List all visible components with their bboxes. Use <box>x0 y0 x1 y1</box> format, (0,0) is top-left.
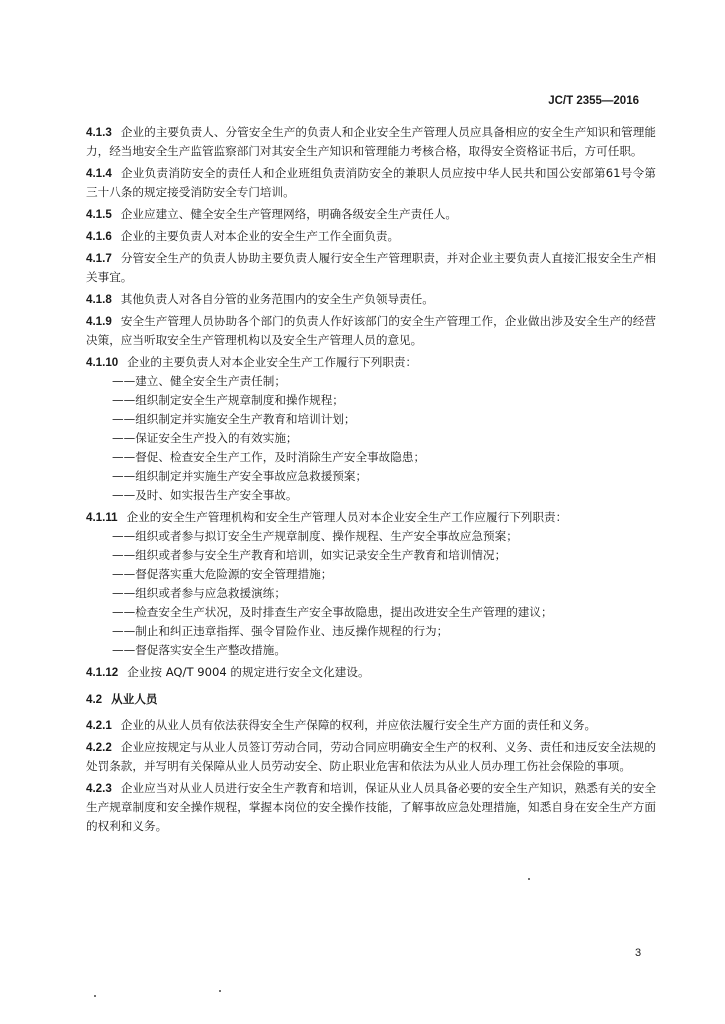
list-item: ——组织制定并实施生产安全事故应急救援预案； <box>112 469 368 483</box>
list-item: ——组织制定并实施安全生产教育和培训计划； <box>112 412 356 426</box>
clause-text: 企业的主要负责人、分管安全生产的负责人和企业安全生产管理人员应具备相应的安全生产知识和管理能力，经当地安全生产监管监察部门对其安全生产知识和管理能力考核合格，取得安全资格证书后，方可任职。 <box>86 125 656 158</box>
clause-text: 分管安全生产的负责人协助主要负责人履行安全生产管理职责，并对企业主要负责人直接汇报安全生产相关事宜。 <box>86 251 656 284</box>
clause-text: 企业的从业人员有依法获得安全生产保障的权利，并应依法履行安全生产方面的责任和义务。 <box>120 718 597 732</box>
clause-text: 其他负责人对各自分管的业务范围内的安全生产负领导责任。 <box>120 292 434 306</box>
clause-text: 企业的安全生产管理机构和安全生产管理人员对本企业安全生产工作应履行下列职责： <box>126 510 568 524</box>
clause-number: 4.1.9 <box>86 315 112 328</box>
scan-speck <box>528 878 530 880</box>
list-item: ——检查安全生产状况，及时排查生产安全事故隐患，提出改进安全生产管理的建议； <box>112 605 553 619</box>
section-number: 4.2 <box>86 693 103 706</box>
list-item: ——及时、如实报告生产安全事故。 <box>112 488 298 502</box>
clause-4-2-3 <box>86 779 656 836</box>
list-item: ——组织制定安全生产规章制度和操作规程； <box>112 393 344 407</box>
clause-4-2-1 <box>86 716 656 735</box>
clause-4-1-9 <box>86 312 656 350</box>
document-body <box>86 123 656 836</box>
scan-speck <box>94 995 96 997</box>
list-item: ——制止和纠正违章指挥、强令冒险作业、违反操作规程的行为； <box>112 624 449 638</box>
list-item: ——督促落实重大危险源的安全管理措施； <box>112 567 333 581</box>
clause-number: 4.1.3 <box>86 126 112 139</box>
clause-4-1-5 <box>86 205 656 224</box>
clause-number: 4.1.12 <box>86 666 119 679</box>
clause-4-1-7 <box>86 249 656 287</box>
clause-number: 4.1.6 <box>86 230 112 243</box>
clause-text: 企业的主要负责人对本企业安全生产工作履行下列职责： <box>127 355 418 369</box>
clause-number: 4.1.11 <box>86 511 118 524</box>
clause-number: 4.1.7 <box>86 252 112 265</box>
clause-text: 企业的主要负责人对本企业的安全生产工作全面负责。 <box>120 229 400 243</box>
clause-text: 企业应按规定与从业人员签订劳动合同，劳动合同应明确安全生产的权利、义务、责任和违反安全法规的处罚条款，并写明有关保障从业人员劳动安全、防止职业危害和依法为从业人员办理工伤社会保险的事项。 <box>86 740 656 773</box>
clause-number: 4.2.3 <box>86 782 112 795</box>
section-title: 从业人员 <box>111 692 158 706</box>
list-item: ——督促、检查安全生产工作，及时消除生产安全事故隐患； <box>112 450 426 464</box>
clause-number: 4.1.8 <box>86 293 112 306</box>
clause-text: 企业应当对从业人员进行安全生产教育和培训，保证从业人员具备必要的安全生产知识，熟悉有关的安全生产规章制度和安全操作规程，掌握本岗位的安全操作技能，了解事故应急处理措施，知悉自身在安全生产方面的权利和义务。 <box>86 781 656 833</box>
clause-text: 安全生产管理人员协助各个部门的负责人作好该部门的安全生产管理工作，企业做出涉及安全生产的经营决策，应当听取安全生产管理机构以及安全生产管理人员的意见。 <box>86 314 656 347</box>
clause-4-1-11 <box>86 508 656 527</box>
page-number: 3 <box>635 947 642 959</box>
clause-number: 4.1.10 <box>86 356 119 369</box>
clause-number: 4.2.1 <box>86 719 112 732</box>
standard-code: JC/T 2355—2016 <box>548 95 639 107</box>
clause-number: 4.2.2 <box>86 741 112 754</box>
scan-speck <box>219 990 221 992</box>
list-item: ——督促落实安全生产整改措施。 <box>112 643 286 657</box>
clause-text: 企业应建立、健全安全生产管理网络，明确各级安全生产责任人。 <box>120 207 458 221</box>
list-item: ——组织或者参与拟订安全生产规章制度、操作规程、生产安全事故应急预案； <box>112 529 518 543</box>
clause-text: 企业负责消防安全的责任人和企业班组负责消防安全的兼职人员应按中华人民共和国公安部第61号令第三十八条的规定接受消防安全专门培训。 <box>86 166 656 199</box>
list-item: ——组织或者参与安全生产教育和培训，如实记录安全生产教育和培训情况； <box>112 548 507 562</box>
clause-4-1-10 <box>86 353 656 372</box>
clause-4-1-4 <box>86 164 656 202</box>
clause-number: 4.1.5 <box>86 208 112 221</box>
clause-4-1-6 <box>86 227 656 246</box>
clause-4-1-12 <box>86 663 656 682</box>
clause-4-1-3 <box>86 123 656 161</box>
list-item: ——组织或者参与应急救援演练； <box>112 586 286 600</box>
list-item: ——建立、健全安全生产责任制； <box>112 374 286 388</box>
clause-number: 4.1.4 <box>86 167 112 180</box>
list-item: ——保证安全生产投入的有效实施； <box>112 431 298 445</box>
section-heading <box>86 690 656 709</box>
clause-4-1-8 <box>86 290 656 309</box>
clause-text: 企业按 AQ/T 9004 的规定进行安全文化建设。 <box>127 665 370 679</box>
clause-4-2-2 <box>86 738 656 776</box>
